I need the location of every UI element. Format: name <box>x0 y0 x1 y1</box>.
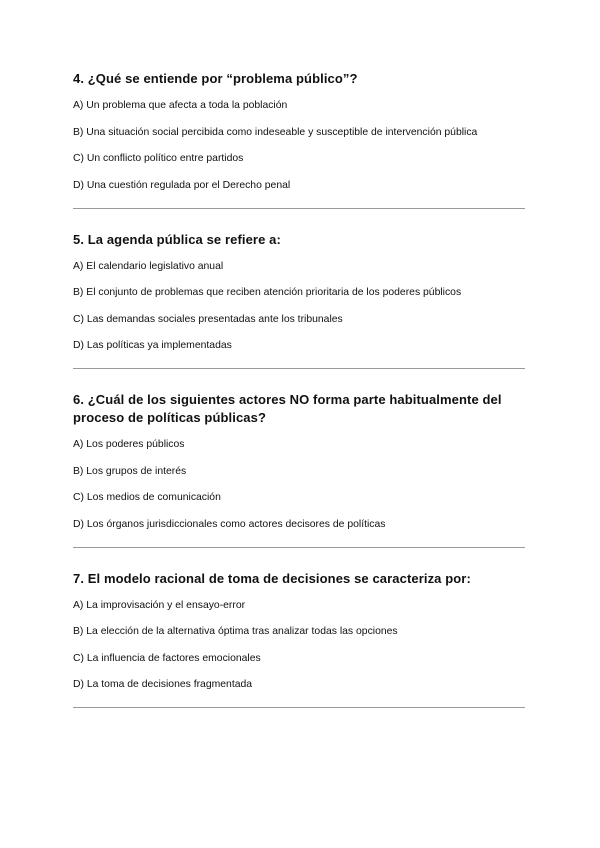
option-b: B) El conjunto de problemas que reciben atención prioritaria de los poderes públicos <box>73 287 462 298</box>
option-d: D) Los órganos jurisdiccionales como actores decisores de políticas <box>73 518 386 530</box>
question-5 <box>73 231 525 353</box>
question-title: 7. El modelo racional de toma de decisiones se caracteriza por: <box>73 570 471 586</box>
option-a: A) Los poderes públicos <box>73 439 185 450</box>
divider <box>73 707 525 708</box>
option-b: B) Los grupos de interés <box>73 465 187 477</box>
option-a: A) La improvisación y el ensayo-error <box>73 599 246 611</box>
question-title: 5. La agenda pública se refiere a: <box>73 231 281 247</box>
question-6 <box>73 391 525 531</box>
question-7 <box>73 570 525 692</box>
question-title: 6. ¿Cuál de los siguientes actores NO forma parte habitualmente del proceso de políticas públicas? <box>73 392 502 425</box>
option-b: B) Una situación social percibida como indeseable y susceptible de intervención pública <box>73 126 478 138</box>
option-c: C) Las demandas sociales presentadas ante los tribunales <box>73 313 343 325</box>
divider <box>73 547 525 548</box>
option-d: D) La toma de decisiones fragmentada <box>73 679 253 690</box>
question-4 <box>73 70 525 192</box>
option-d: D) Las políticas ya implementadas <box>73 340 232 351</box>
question-title: 4. ¿Qué se entiende por “problema público”? <box>73 71 358 86</box>
option-c: C) Un conflicto político entre partidos <box>73 153 244 164</box>
document-page <box>73 70 525 730</box>
option-a: A) El calendario legislativo anual <box>73 260 224 272</box>
divider <box>73 208 525 209</box>
option-a: A) Un problema que afecta a toda la población <box>73 100 288 111</box>
option-c: C) La influencia de factores emocionales <box>73 652 261 664</box>
option-c: C) Los medios de comunicación <box>73 492 221 503</box>
option-b: B) La elección de la alternativa óptima tras analizar todas las opciones <box>73 626 398 637</box>
divider <box>73 368 525 369</box>
option-d: D) Una cuestión regulada por el Derecho penal <box>73 179 291 191</box>
